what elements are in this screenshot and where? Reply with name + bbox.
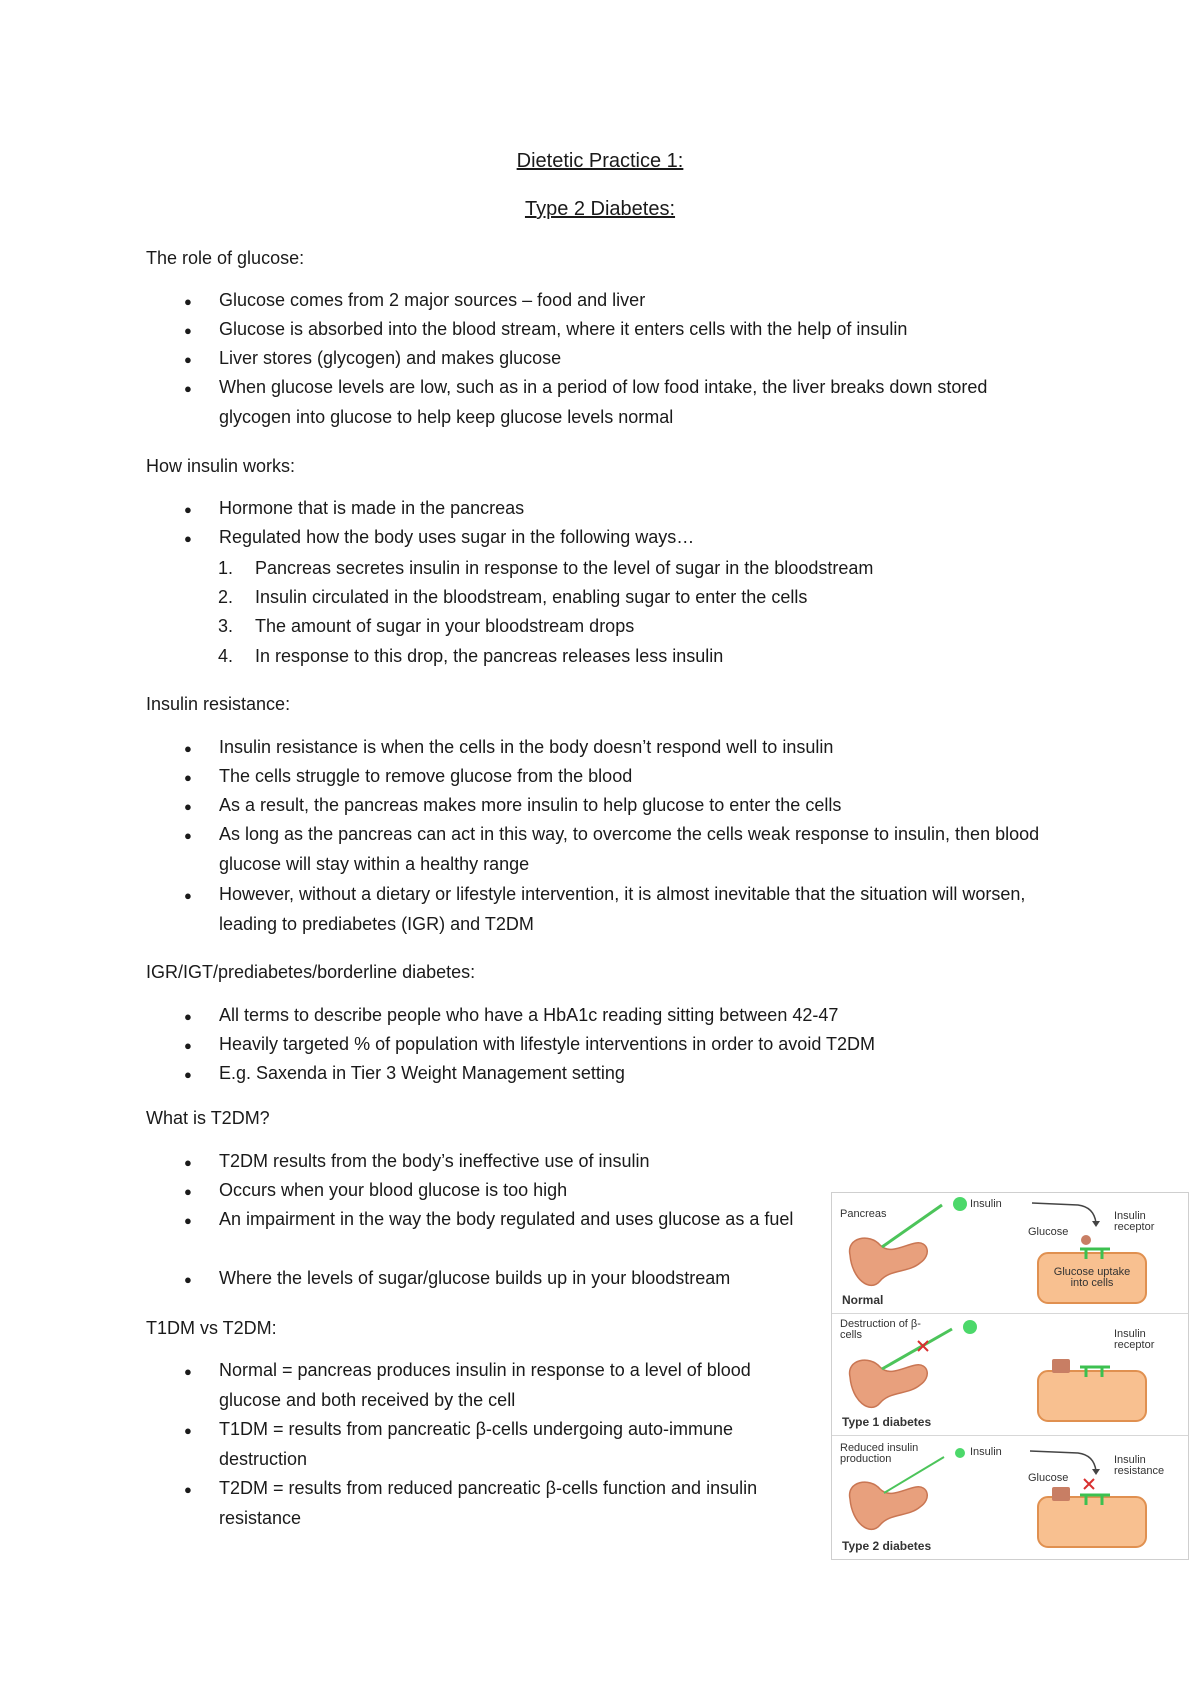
list-item: Normal = pancreas produces insulin in response to a level of blood glucose and both received by the cell (219, 1360, 751, 1410)
bullet-icon: ● (184, 828, 192, 843)
diabetes-diagram (831, 1192, 1189, 1560)
bullet-icon: ● (184, 1482, 192, 1497)
numbered-item: Insulin circulated in the bloodstream, enabling sugar to enter the cells (255, 587, 808, 607)
bullet-icon: ● (184, 352, 192, 367)
list-item: Glucose is absorbed into the blood stream, where it enters cells with the help of insulin (219, 319, 908, 339)
reduced-insulin-label: Reduced insulin production (840, 1442, 919, 1465)
bullet-icon: ● (184, 1184, 192, 1199)
pancreas-label: Pancreas (840, 1208, 887, 1220)
bullet-icon: ● (184, 1364, 192, 1379)
list-item: Hormone that is made in the pancreas (219, 498, 525, 518)
bullet-icon: ● (184, 1423, 192, 1438)
section-heading-prediabetes: IGR/IGT/prediabetes/borderline diabetes: (146, 962, 476, 982)
list-item: Insulin resistance is when the cells in the body doesn’t respond well to insulin (219, 737, 834, 757)
list-item: Glucose comes from 2 major sources – food and liver (219, 290, 646, 310)
numbered-item: In response to this drop, the pancreas releases less insulin (255, 646, 724, 666)
bullet-icon: ● (184, 1067, 192, 1082)
bullet-icon: ● (184, 323, 192, 338)
list-item: T2DM results from the body’s ineffective use of insulin (219, 1151, 650, 1171)
list-item: Liver stores (glycogen) and makes glucose (219, 348, 562, 368)
bullet-icon: ● (184, 381, 192, 396)
list-item: Where the levels of sugar/glucose builds up in your bloodstream (219, 1268, 731, 1288)
glucose-label: Glucose (1028, 1472, 1069, 1484)
document-subtitle: Type 2 Diabetes: (524, 198, 676, 220)
insulin-label: Insulin (970, 1198, 1002, 1210)
list-item: When glucose levels are low, such as in a period of low food intake, the liver breaks down stored glycogen into glucose to help keep glucose levels normal (219, 377, 988, 427)
insulin-receptor-label: Insulin receptor (1114, 1210, 1155, 1233)
list-item: Heavily targeted % of population with lifestyle interventions in order to avoid T2DM (219, 1034, 876, 1054)
section-heading-insulin-resistance: Insulin resistance: (146, 694, 291, 714)
list-number: 3. (218, 616, 234, 636)
numbered-item: Pancreas secretes insulin in response to the level of sugar in the bloodstream (255, 558, 874, 578)
section-heading-how-insulin-works: How insulin works: (146, 456, 296, 476)
list-item: All terms to describe people who have a HbA1c reading sitting between 42-47 (219, 1005, 839, 1025)
bullet-icon: ● (184, 1155, 192, 1170)
bullet-icon: ● (184, 888, 192, 903)
document-title: Dietetic Practice 1: (516, 150, 684, 172)
list-item: The cells struggle to remove glucose from the blood (219, 766, 633, 786)
bullet-icon: ● (184, 294, 192, 309)
type2-caption: Type 2 diabetes (842, 1539, 932, 1553)
bullet-icon: ● (184, 741, 192, 756)
numbered-item: The amount of sugar in your bloodstream drops (255, 616, 635, 636)
type1-panel (832, 1315, 1188, 1436)
type1-caption: Type 1 diabetes (842, 1415, 932, 1429)
bullet-icon: ● (184, 531, 192, 546)
list-item: E.g. Saxenda in Tier 3 Weight Management setting (219, 1063, 625, 1083)
insulin-resistance-label: Insulin resistance (1114, 1454, 1165, 1477)
list-number: 4. (218, 646, 234, 666)
bullet-icon: ● (184, 1038, 192, 1053)
list-item: As long as the pancreas can act in this way, to overcome the cells weak response to insulin, then blood glucose will stay within a healthy range (219, 824, 1040, 874)
list-item: However, without a dietary or lifestyle intervention, it is almost inevitable that the situation will worsen, leading to prediabetes (IGR) and T2DM (219, 884, 1026, 934)
bullet-icon: ● (184, 1009, 192, 1024)
bullet-icon: ● (184, 799, 192, 814)
list-item: Regulated how the body uses sugar in the following ways… (219, 527, 695, 547)
glucose-uptake-label: Glucose uptake into cells (1053, 1266, 1131, 1289)
section-heading-what-is-t2dm: What is T2DM? (146, 1108, 270, 1128)
list-number: 2. (218, 587, 234, 607)
list-item: As a result, the pancreas makes more insulin to help glucose to enter the cells (219, 795, 842, 815)
bullet-icon: ● (184, 1213, 192, 1228)
list-item: Occurs when your blood glucose is too high (219, 1180, 568, 1200)
bullet-icon: ● (184, 502, 192, 517)
section-heading-t1dm-vs-t2dm: T1DM vs T2DM: (146, 1318, 277, 1338)
insulin-label: Insulin (970, 1446, 1002, 1458)
glucose-label: Glucose (1028, 1226, 1069, 1238)
list-number: 1. (218, 558, 234, 578)
type2-panel (832, 1437, 1188, 1557)
normal-caption: Normal (842, 1293, 884, 1307)
list-item: T2DM = results from reduced pancreatic β-cells function and insulin resistance (219, 1478, 758, 1528)
destruction-label: Destruction of β-cells (840, 1318, 921, 1341)
list-item: T1DM = results from pancreatic β-cells undergoing auto-immune destruction (219, 1419, 734, 1469)
insulin-receptor-label: Insulin receptor (1114, 1328, 1155, 1351)
bullet-icon: ● (184, 1272, 192, 1287)
list-item: An impairment in the way the body regulated and uses glucose as a fuel (219, 1209, 794, 1229)
bullet-icon: ● (184, 770, 192, 785)
section-heading-role-of-glucose: The role of glucose: (146, 248, 305, 268)
normal-panel (832, 1193, 1188, 1314)
